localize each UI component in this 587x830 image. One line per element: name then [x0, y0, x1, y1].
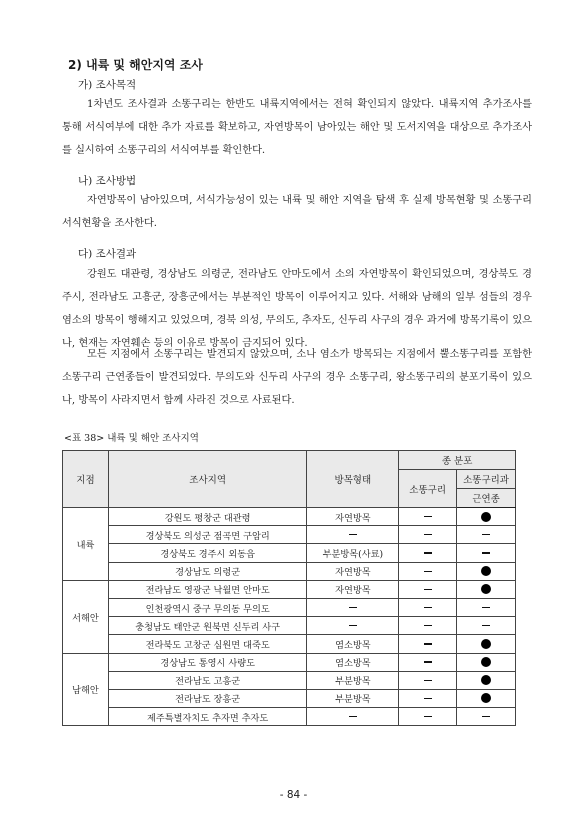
dash-mark — [424, 534, 432, 535]
dash-mark — [349, 607, 357, 608]
header-grazing: 방목형태 — [307, 451, 399, 508]
header-area: 조사지역 — [108, 451, 307, 508]
table-row — [63, 635, 516, 653]
area-cell: 전라남도 장흥군 — [108, 689, 307, 707]
table-row — [63, 689, 516, 707]
dash-mark — [424, 589, 432, 590]
dash-mark — [424, 571, 432, 572]
presence-dot-icon — [481, 675, 491, 685]
grazing-cell — [307, 598, 399, 616]
grazing-cell: 염소방목 — [307, 635, 399, 653]
species1-cell — [399, 671, 457, 689]
survey-sites-table — [62, 450, 516, 726]
table-row — [63, 562, 516, 580]
presence-dot-icon — [481, 639, 491, 649]
species1-cell — [399, 617, 457, 635]
table-row — [63, 598, 516, 616]
dash-mark — [482, 552, 490, 553]
method-heading: 나) 조사방법 — [78, 175, 137, 187]
species2-cell — [457, 689, 516, 707]
table-row — [63, 544, 516, 562]
dash-mark — [424, 625, 432, 626]
area-cell: 충청남도 태안군 원북면 신두리 사구 — [108, 617, 307, 635]
species1-cell — [399, 526, 457, 544]
table-row — [63, 617, 516, 635]
section-title: 2) 내륙 및 해안지역 조사 — [68, 58, 203, 72]
area-cell: 경상북도 경주시 외동읍 — [108, 544, 307, 562]
species1-cell — [399, 708, 457, 726]
dash-mark — [349, 534, 357, 535]
species1-cell — [399, 562, 457, 580]
table-row — [63, 526, 516, 544]
dash-mark — [424, 716, 432, 717]
table-row — [63, 508, 516, 526]
presence-dot-icon — [481, 566, 491, 576]
species1-cell — [399, 635, 457, 653]
dash-mark — [482, 716, 490, 717]
method-paragraph: 자연방목이 남아있으며, 서식가능성이 있는 내륙 및 해안 지역을 탐색 후 실제 방목현황 및 소똥구리 서식현황을 조사한다. — [62, 195, 532, 229]
species2-cell — [457, 635, 516, 653]
species2-cell — [457, 544, 516, 562]
area-cell: 전라남도 고흥군 — [108, 671, 307, 689]
grazing-cell: 자연방목 — [307, 580, 399, 598]
header-species1: 소똥구리 — [399, 470, 457, 508]
grazing-cell — [307, 708, 399, 726]
area-cell: 인천광역시 중구 무의동 무의도 — [108, 598, 307, 616]
grazing-cell — [307, 526, 399, 544]
area-cell: 경상북도 의성군 점곡면 구암리 — [108, 526, 307, 544]
area-cell: 전라남도 영광군 낙월면 안마도 — [108, 580, 307, 598]
result-paragraph-2: 모든 지점에서 소똥구리는 발견되지 않았으며, 소나 염소가 방목되는 지점에서 뿔소똥구리를 포함한 소똥구리 근연종들이 발견되었다. 무의도와 신두리 사구의 경우 소똥구리, 왕소똥구리의 분포기록이 있으나, 방목이 사라지면서 함께 사라진 것으로 사료된다. — [62, 349, 532, 406]
species2-cell — [457, 526, 516, 544]
species2-cell — [457, 617, 516, 635]
dash-mark — [482, 607, 490, 608]
purpose-heading: 가) 조사목적 — [78, 79, 137, 91]
header-site: 지점 — [63, 451, 109, 508]
grazing-cell: 자연방목 — [307, 508, 399, 526]
species2-cell — [457, 508, 516, 526]
presence-dot-icon — [481, 512, 491, 522]
purpose-paragraph: 1차년도 조사결과 소똥구리는 한반도 내륙지역에서는 전혀 확인되지 않았다. 내륙지역 추가조사를 통해 서식여부에 대한 추가 자료를 확보하고, 자연방목이 남아있는 해안 및 도서지역을 대상으로 추가조사를 실시하여 소똥구리의 서식여부를 확인한다. — [62, 99, 532, 156]
page-number: - 84 - — [279, 789, 308, 801]
area-cell: 전라북도 고창군 심원면 대죽도 — [108, 635, 307, 653]
species1-cell — [399, 508, 457, 526]
species1-cell — [399, 580, 457, 598]
header-species2-line1: 소똥구리과 — [457, 470, 516, 489]
dash-mark — [482, 625, 490, 626]
species1-cell — [399, 598, 457, 616]
area-cell: 강원도 평창군 대관령 — [108, 508, 307, 526]
dash-mark — [424, 552, 432, 553]
species2-cell — [457, 598, 516, 616]
table-row — [63, 671, 516, 689]
area-cell: 제주특별자치도 추자면 추자도 — [108, 708, 307, 726]
species2-cell — [457, 708, 516, 726]
species1-cell — [399, 653, 457, 671]
species2-cell — [457, 562, 516, 580]
species1-cell — [399, 544, 457, 562]
dash-mark — [482, 534, 490, 535]
species1-cell — [399, 689, 457, 707]
dash-mark — [424, 516, 432, 517]
dash-mark — [424, 698, 432, 699]
dash-mark — [424, 661, 432, 662]
table-caption: <표 38> 내륙 및 해안 조사지역 — [64, 433, 199, 444]
header-species2-line2: 근연종 — [457, 489, 516, 508]
presence-dot-icon — [481, 693, 491, 703]
presence-dot-icon — [481, 657, 491, 667]
group-name-cell: 내륙 — [63, 508, 109, 581]
table-row — [63, 653, 516, 671]
group-name-cell: 남해안 — [63, 653, 109, 726]
grazing-cell: 부분방목 — [307, 671, 399, 689]
area-cell: 경상남도 통영시 사량도 — [108, 653, 307, 671]
result-paragraph-1: 강원도 대관령, 경상남도 의령군, 전라남도 안마도에서 소의 자연방목이 확인되었으며, 경상북도 경주시, 전라남도 고흥군, 장흥군에서는 부분적인 방목이 이루어지고 있다. 서해와 남해의 일부 섬들의 경우 염소의 방목이 행해지고 있었으며, 경북 의성, 무의도, 추자도, 신두리 사구의 경우 과거에 방목기록이 있으나, 현재는 자연훼손 등의 이유로 방목이 금지되어 있다. — [62, 269, 532, 349]
group-name-cell: 서해안 — [63, 580, 109, 653]
table-row — [63, 580, 516, 598]
grazing-cell: 부분방목 — [307, 689, 399, 707]
dash-mark — [349, 625, 357, 626]
dash-mark — [424, 680, 432, 681]
dash-mark — [424, 607, 432, 608]
grazing-cell — [307, 617, 399, 635]
presence-dot-icon — [481, 584, 491, 594]
area-cell: 경상남도 의령군 — [108, 562, 307, 580]
dash-mark — [424, 643, 432, 644]
dash-mark — [349, 716, 357, 717]
grazing-cell: 부분방목(사료) — [307, 544, 399, 562]
result-heading: 다) 조사결과 — [78, 248, 137, 260]
header-distribution: 종 분포 — [399, 451, 516, 470]
species2-cell — [457, 671, 516, 689]
species2-cell — [457, 580, 516, 598]
species2-cell — [457, 653, 516, 671]
table-row — [63, 708, 516, 726]
grazing-cell: 염소방목 — [307, 653, 399, 671]
grazing-cell: 자연방목 — [307, 562, 399, 580]
